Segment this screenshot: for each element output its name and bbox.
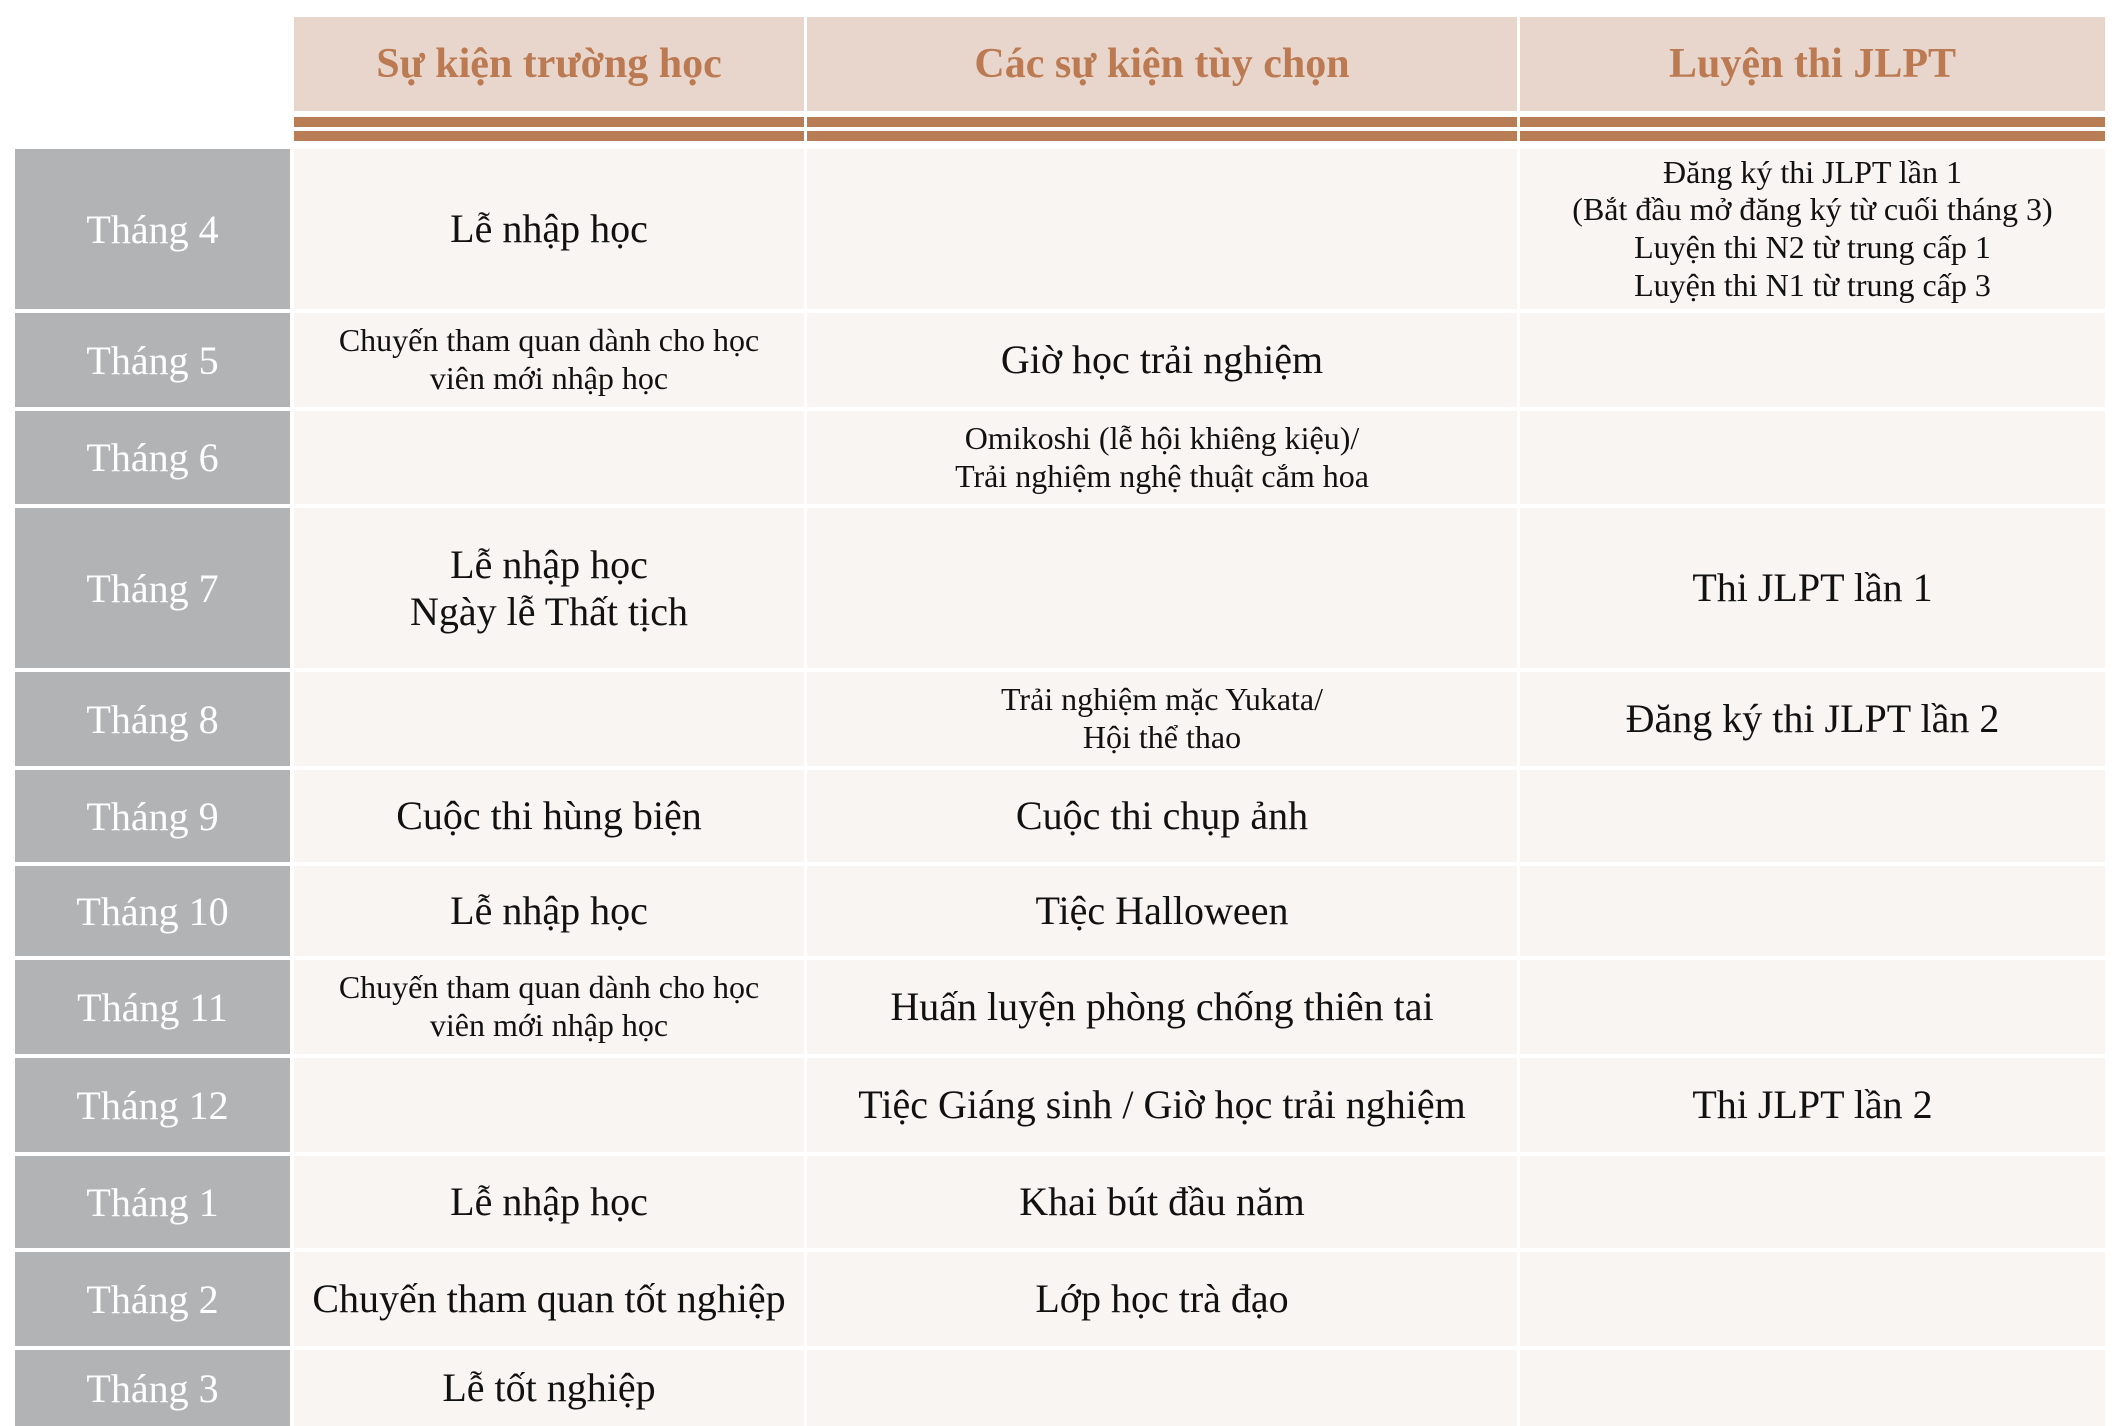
table-row [15,508,2105,668]
table-row [15,960,2105,1054]
month-label: Tháng 12 [15,1058,290,1152]
table-row [15,313,2105,407]
optional-event-cell [807,866,1517,956]
month-label: Tháng 8 [15,672,290,766]
cell-text-line: Thi JLPT lần 2 [1692,1082,1933,1128]
optional-event-cell [807,411,1517,504]
school-event-cell [294,508,804,668]
cell-text-line: Luyện thi N2 từ trung cấp 1 [1634,229,1991,265]
cell-text-line: viên mới nhập học [429,360,669,396]
cell-text-line: Chuyến tham quan dành cho học [338,322,760,359]
jlpt-cell [1520,1252,2105,1346]
cell-text-line: Lễ nhập học [450,1179,648,1225]
header-bar [807,131,1517,141]
header-bar [1520,131,2105,141]
jlpt-cell [1520,149,2105,309]
optional-event-cell [807,960,1517,1054]
table-row [15,1156,2105,1248]
month-label: Tháng 11 [15,960,290,1054]
header-jlpt-prep: Luyện thi JLPT [1520,17,2105,111]
school-event-cell [294,672,804,766]
school-event-cell [294,1156,804,1248]
cell-text-line: Khai bút đầu năm [1019,1179,1305,1225]
table-row [15,866,2105,956]
school-event-cell [294,1350,804,1426]
school-event-cell [294,149,804,309]
table-row [15,1058,2105,1152]
optional-event-cell [807,672,1517,766]
month-label: Tháng 5 [15,313,290,407]
optional-event-cell [807,149,1517,309]
table-row [15,672,2105,766]
cell-text-line: viên mới nhập học [429,1007,669,1043]
table-row [15,1252,2105,1346]
school-event-cell [294,313,804,407]
header-optional-events: Các sự kiện tùy chọn [807,17,1517,111]
table-row [15,149,2105,309]
cell-text-line: Cuộc thi hùng biện [396,793,702,839]
jlpt-cell [1520,411,2105,504]
month-label: Tháng 10 [15,866,290,956]
header-bar [1520,117,2105,127]
cell-text-line: (Bắt đầu mở đăng ký từ cuối tháng 3) [1572,191,2053,228]
jlpt-cell [1520,1350,2105,1426]
cell-text-line: Lễ nhập học [450,206,648,252]
jlpt-cell [1520,1156,2105,1248]
jlpt-cell [1520,866,2105,956]
school-event-cell [294,411,804,504]
optional-event-cell [807,770,1517,862]
header-bar [807,117,1517,127]
cell-text-line: Chuyến tham quan tốt nghiệp [312,1276,786,1322]
cell-text-line: Huấn luyện phòng chống thiên tai [890,984,1434,1030]
cell-text-line: Giờ học trải nghiệm [1000,337,1324,383]
cell-text-line: Hội thể thao [1082,719,1242,755]
optional-event-cell [807,1350,1517,1426]
cell-text-line: Lớp học trà đạo [1035,1276,1289,1322]
header-bar [294,117,804,127]
cell-text-line: Luyện thi N1 từ trung cấp 3 [1634,266,1991,303]
month-label: Tháng 6 [15,411,290,504]
cell-text-line: Lễ nhập học [450,541,648,587]
month-label: Tháng 4 [15,149,290,309]
cell-text-line: Tiệc Giáng sinh / Giờ học trải nghiệm [858,1082,1466,1128]
table-header [15,17,2105,145]
header-school-events: Sự kiện trường học [294,17,804,111]
optional-event-cell [807,1252,1517,1346]
school-event-cell [294,770,804,862]
cell-text-line: Lễ tốt nghiệp [442,1365,656,1411]
optional-event-cell [807,1156,1517,1248]
header-bar [294,131,804,141]
cell-text-line: Ngày lễ Thất tịch [409,589,689,634]
optional-event-cell [807,313,1517,407]
jlpt-cell [1520,672,2105,766]
jlpt-cell [1520,960,2105,1054]
school-event-cell [294,866,804,956]
month-label: Tháng 9 [15,770,290,862]
month-label: Tháng 2 [15,1252,290,1346]
cell-text-line: Trải nghiệm nghệ thuật cắm hoa [955,457,1369,494]
month-label: Tháng 3 [15,1350,290,1426]
cell-text-line: Chuyến tham quan dành cho học [338,969,760,1006]
jlpt-cell [1520,770,2105,862]
cell-text-line: Omikoshi (lễ hội khiêng kiệu)/ [964,419,1360,456]
month-label: Tháng 7 [15,508,290,668]
school-event-cell [294,1058,804,1152]
table-row [15,411,2105,504]
school-event-cell [294,960,804,1054]
school-event-cell [294,1252,804,1346]
cell-text-line: Đăng ký thi JLPT lần 2 [1625,696,2000,742]
month-label: Tháng 1 [15,1156,290,1248]
cell-text-line: Thi JLPT lần 1 [1692,565,1933,611]
jlpt-cell [1520,508,2105,668]
jlpt-cell [1520,313,2105,407]
cell-text-line: Đăng ký thi JLPT lần 1 [1663,153,1962,190]
cell-text-line: Trải nghiệm mặc Yukata/ [1000,681,1323,718]
table-row [15,770,2105,862]
cell-text-line: Tiệc Halloween [1035,888,1289,934]
cell-text-line: Cuộc thi chụp ảnh [1015,793,1309,839]
cell-text-line: Lễ nhập học [450,888,648,934]
jlpt-cell [1520,1058,2105,1152]
optional-event-cell [807,1058,1517,1152]
optional-event-cell [807,508,1517,668]
table-row [15,1350,2105,1426]
